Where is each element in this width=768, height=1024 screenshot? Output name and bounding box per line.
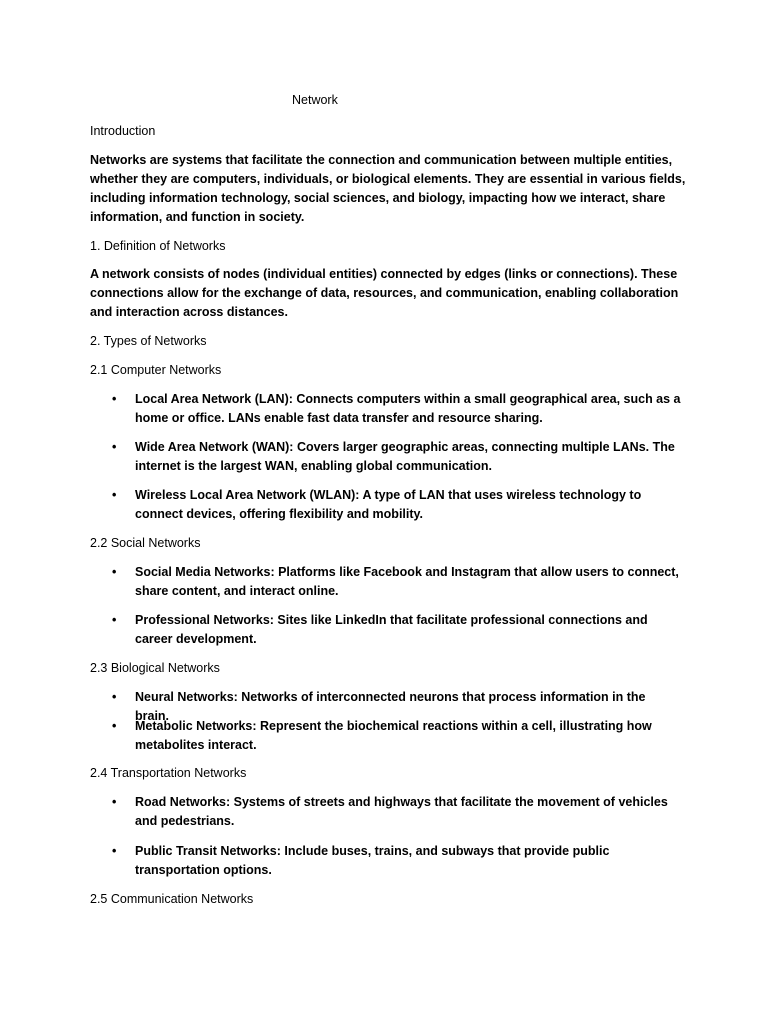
social-networks-heading: 2.2 Social Networks [90,536,201,550]
list-item [112,793,682,831]
bullet-icon: • [112,719,117,733]
intro-paragraph: Networks are systems that facilitate the connection and communication between multiple entities, whether they are computers, individuals, or biological elements. They are essential in various fields, including information technology, social sciences, and biology, impacting how we interact, share information, and function in society. [90,153,686,224]
list-item-text: Public Transit Networks: Include buses, trains, and subways that provide public transportation options. [135,844,610,877]
bullet-icon: • [112,690,117,704]
intro-heading: Introduction [90,124,156,138]
list-item-text: Metabolic Networks: Represent the biochemical reactions within a cell, illustrating how metabolites interact. [135,719,652,752]
list-item [112,438,682,476]
list-item [112,486,682,524]
bullet-icon: • [112,565,117,579]
computer-networks-heading: 2.1 Computer Networks [90,363,222,377]
types-heading: 2. Types of Networks [90,334,207,348]
bullet-icon: • [112,440,117,454]
bullet-icon: • [112,392,117,406]
list-item-text: Wireless Local Area Network (WLAN): A type of LAN that uses wireless technology to connect devices, offering flexibility and mobility. [135,488,642,521]
list-item [112,717,682,755]
definition-heading: 1. Definition of Networks [90,239,226,253]
document-title: Network [292,93,338,107]
biological-networks-heading: 2.3 Biological Networks [90,661,220,675]
transportation-networks-heading: 2.4 Transportation Networks [90,766,247,780]
definition-paragraph: A network consists of nodes (individual entities) connected by edges (links or connections). These connections allow for the exchange of data, resources, and communication, enabling collaboration and interaction across distances. [90,267,679,319]
list-item-text: Wide Area Network (WAN): Covers larger geographic areas, connecting multiple LANs. The internet is the largest WAN, enabling global communication. [135,440,675,473]
list-item-text: Neural Networks: Networks of interconnected neurons that process information in the brain. [135,690,646,723]
list-item-text: Social Media Networks: Platforms like Facebook and Instagram that allow users to connect, share content, and interact online. [135,565,679,598]
list-item [112,611,682,649]
list-item-text: Road Networks: Systems of streets and highways that facilitate the movement of vehicles and pedestrians. [135,795,668,828]
list-item [112,563,682,601]
bullet-icon: • [112,795,117,809]
bullet-icon: • [112,613,117,627]
communication-networks-heading: 2.5 Communication Networks [90,892,254,906]
list-item [112,390,682,428]
bullet-icon: • [112,844,117,858]
list-item-text: Local Area Network (LAN): Connects computers within a small geographical area, such as a home or office. LANs enable fast data transfer and resource sharing. [135,392,681,425]
list-item-text: Professional Networks: Sites like LinkedIn that facilitate professional connections and career development. [135,613,648,646]
list-item [112,842,682,880]
bullet-icon: • [112,488,117,502]
